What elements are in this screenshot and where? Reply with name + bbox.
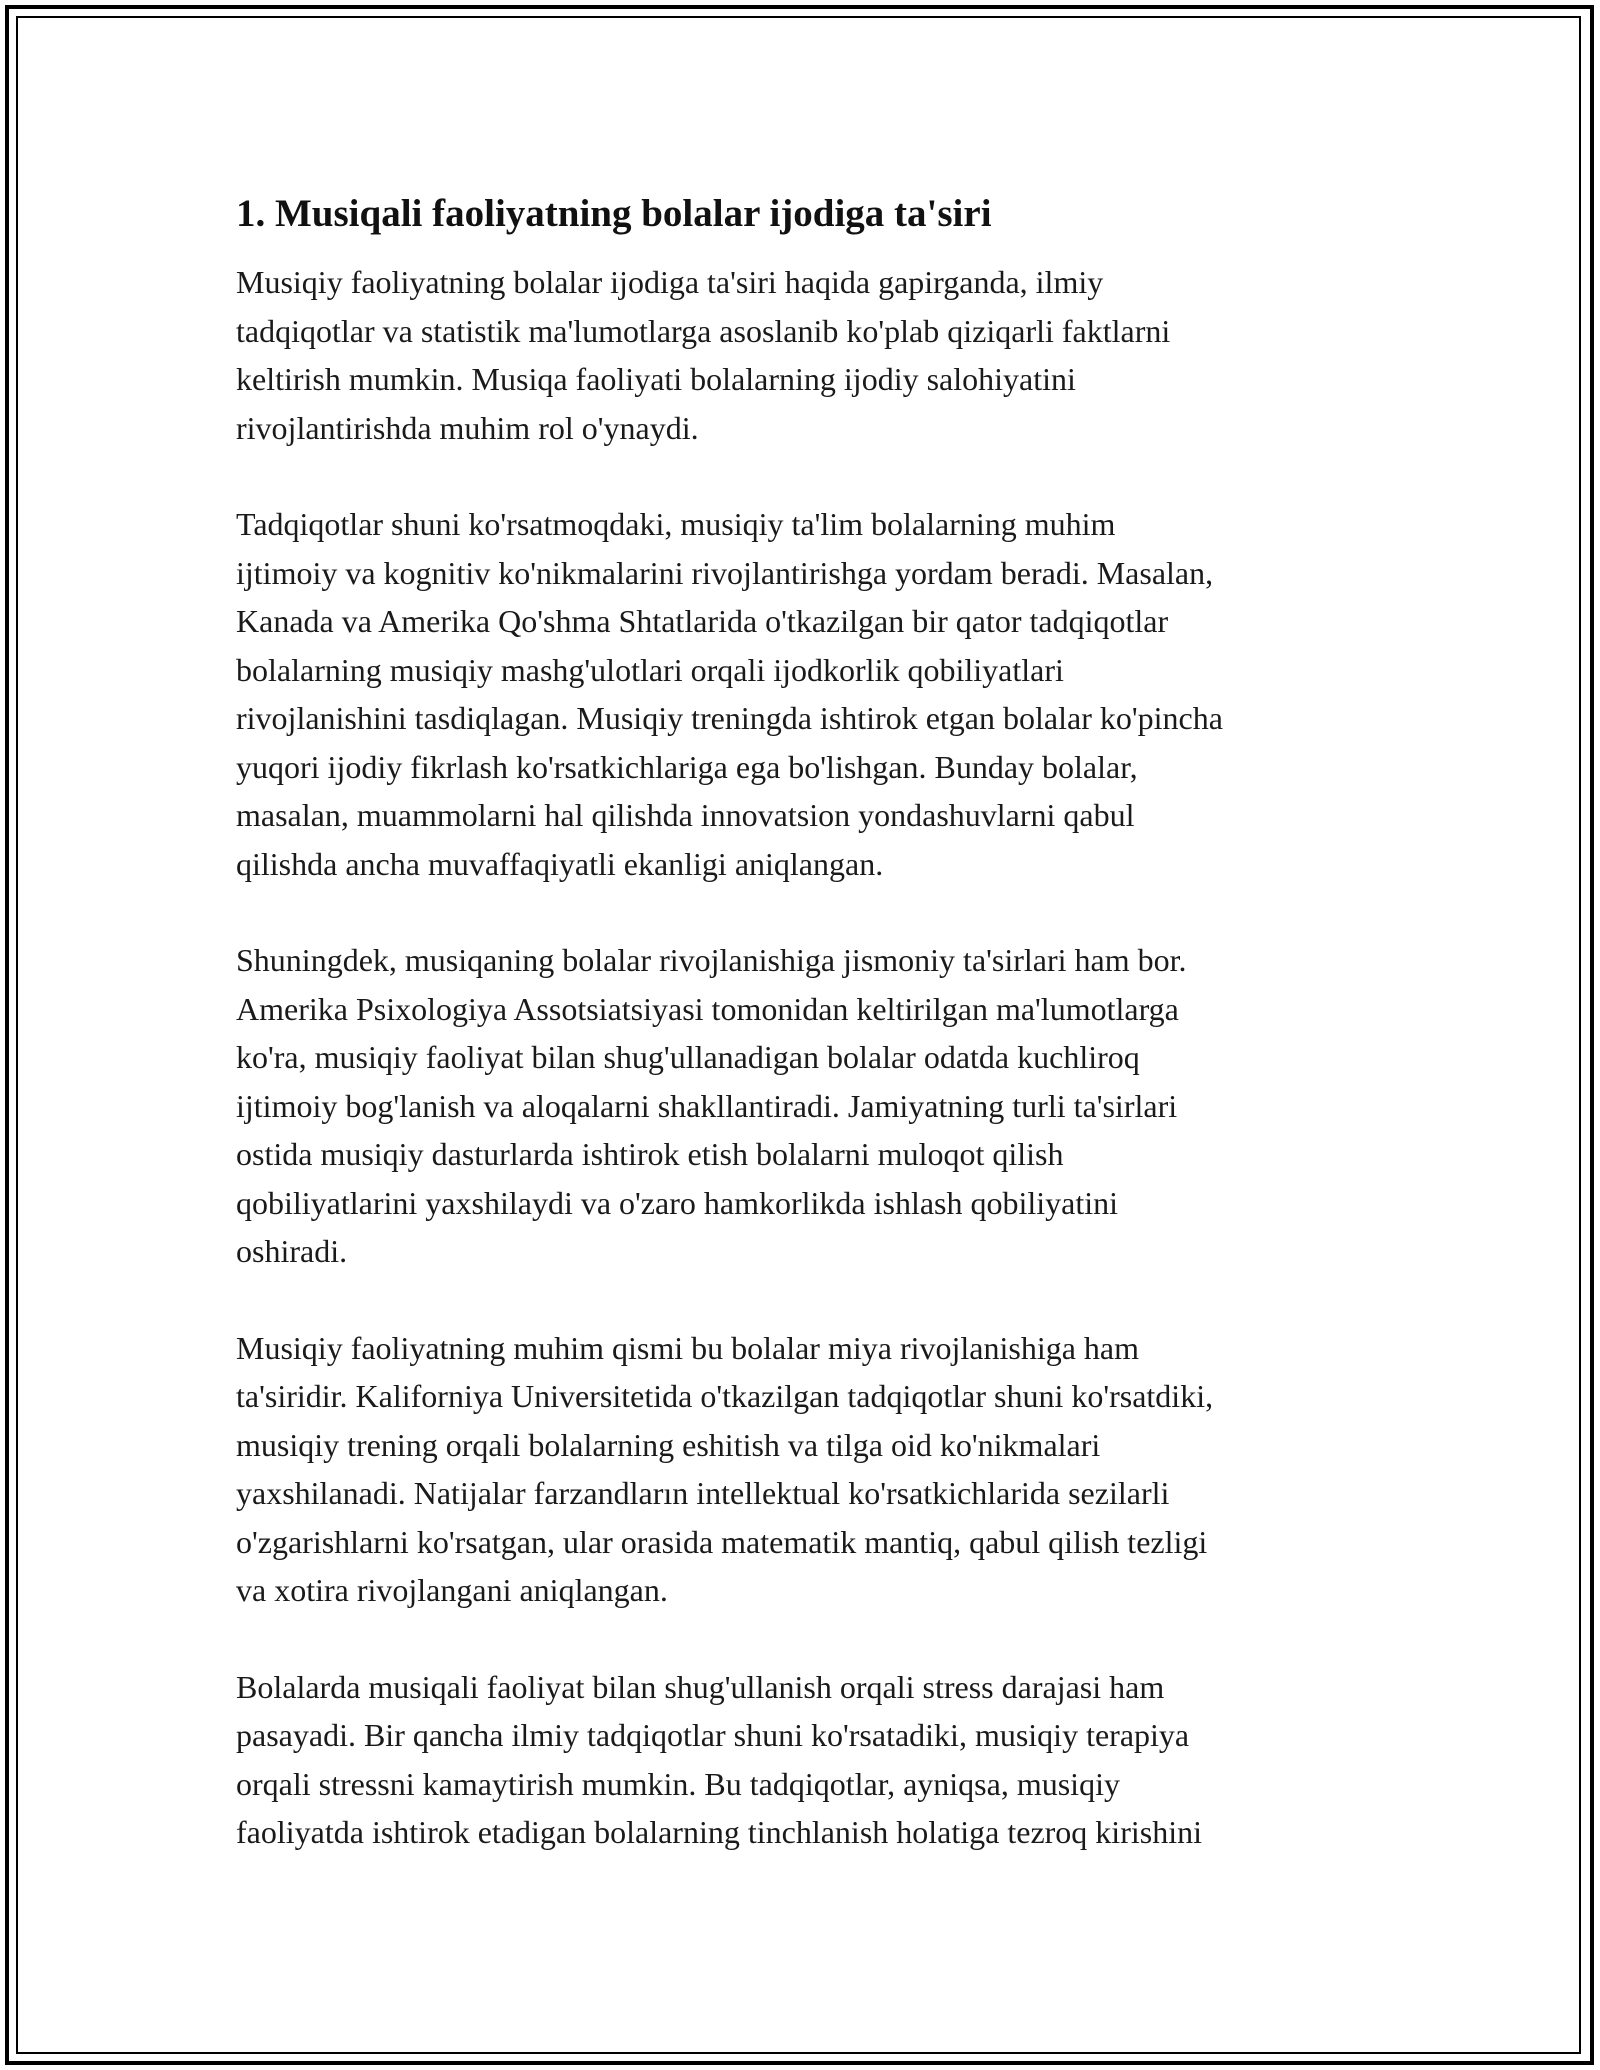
text-line: tadqiqotlar va statistik ma'lumotlarga asoslanib ko'plab qiziqarli faktlarni <box>236 312 1171 349</box>
text-line: Tadqiqotlar shuni ko'rsatmoqdaki, musiqiy ta'lim bolalarning muhim <box>236 506 1116 542</box>
text-line: faoliyatda ishtirok etadigan bolalarning tinchlanish holatiga tezroq kirishini <box>236 1814 1202 1850</box>
text-line: va xotira rivojlangani aniqlangan. <box>236 1572 668 1608</box>
paragraph-1 <box>236 258 1386 452</box>
text-line: ijtimoiy va kognitiv ko'nikmalarini rivojlantirishga yordam beradi. Masalan, <box>236 554 1214 591</box>
text-line: orqali stressni kamaytirish mumkin. Bu tadqiqotlar, ayniqsa, musiqiy <box>236 1765 1120 1802</box>
paragraph-5 <box>236 1663 1386 1857</box>
text-line: Bolalarda musiqali faoliyat bilan shug'ullanish orqali stress darajasi ham <box>236 1668 1165 1705</box>
paragraph-3 <box>236 936 1386 1276</box>
text-line: qilishda ancha muvaffaqiyatli ekanligi aniqlangan. <box>236 845 884 882</box>
text-line: Shuningdek, musiqaning bolalar rivojlanishiga jismoniy ta'sirlari ham bor. <box>236 942 1187 978</box>
text-line: rivojlantirishda muhim rol o'ynaydi. <box>236 409 699 446</box>
section-heading: 1. Musiqali faoliyatning bolalar ijodiga ta'siri <box>236 192 992 235</box>
paragraph-4 <box>236 1324 1386 1615</box>
text-line: musiqiy trening orqali bolalarning eshitish va tilga oid ko'nikmalari <box>236 1426 1101 1463</box>
text-line: ta'siridir. Kaliforniya Universitetida o'tkazilgan tadqiqotlar shuni ko'rsatdiki, <box>236 1378 1214 1414</box>
text-line: Amerika Psixologiya Assotsiatsiyasi tomonidan keltirilgan ma'lumotlarga <box>236 990 1179 1027</box>
text-line: Musiqiy faoliyatning muhim qismi bu bolalar miya rivojlanishiga ham <box>236 1329 1139 1366</box>
text-line: bolalarning musiqiy mashg'ulotlari orqali ijodkorlik qobiliyatlari <box>236 651 1064 688</box>
text-line: ostida musiqiy dasturlarda ishtirok etish bolalarni muloqot qilish <box>236 1136 1064 1172</box>
text-line: o'zgarishlarni ko'rsatgan, ular orasida matematik mantiq, qabul qilish tezligi <box>236 1523 1208 1560</box>
text-line: yaxshilanadi. Natijalar farzandların intellektual ko'rsatkichlarida sezilarli <box>236 1475 1170 1511</box>
text-line: qobiliyatlarini yaxshilaydi va o'zaro hamkorlikda ishlash qobiliyatini <box>236 1184 1119 1221</box>
text-line: Musiqiy faoliyatning bolalar ijodiga ta'siri haqida gapirganda, ilmiy <box>236 264 1104 300</box>
text-line: ko'ra, musiqiy faoliyat bilan shug'ullanadigan bolalar odatda kuchliroq <box>236 1039 1140 1075</box>
document-body <box>236 188 1386 1905</box>
paragraph-2 <box>236 500 1386 888</box>
text-line: oshiradi. <box>236 1233 348 1269</box>
text-line: rivojlanishini tasdiqlagan. Musiqiy treningda ishtirok etgan bolalar ko'pincha <box>236 700 1223 736</box>
text-line: yuqori ijodiy fikrlash ko'rsatkichlariga ega bo'lishgan. Bunday bolalar, <box>236 748 1138 785</box>
text-line: masalan, muammolarni hal qilishda innovatsion yondashuvlarni qabul <box>236 797 1135 833</box>
text-line: keltirish mumkin. Musiqa faoliyati bolalarning ijodiy salohiyatini <box>236 361 1076 397</box>
text-line: Kanada va Amerika Qo'shma Shtatlarida o'tkazilgan bir qator tadqiqotlar <box>236 603 1169 639</box>
text-line: pasayadi. Bir qancha ilmiy tadqiqotlar shuni ko'rsatadiki, musiqiy terapiya <box>236 1717 1190 1753</box>
text-line: ijtimoiy bog'lanish va aloqalarni shakllantiradi. Jamiyatning turli ta'sirlari <box>236 1087 1178 1124</box>
